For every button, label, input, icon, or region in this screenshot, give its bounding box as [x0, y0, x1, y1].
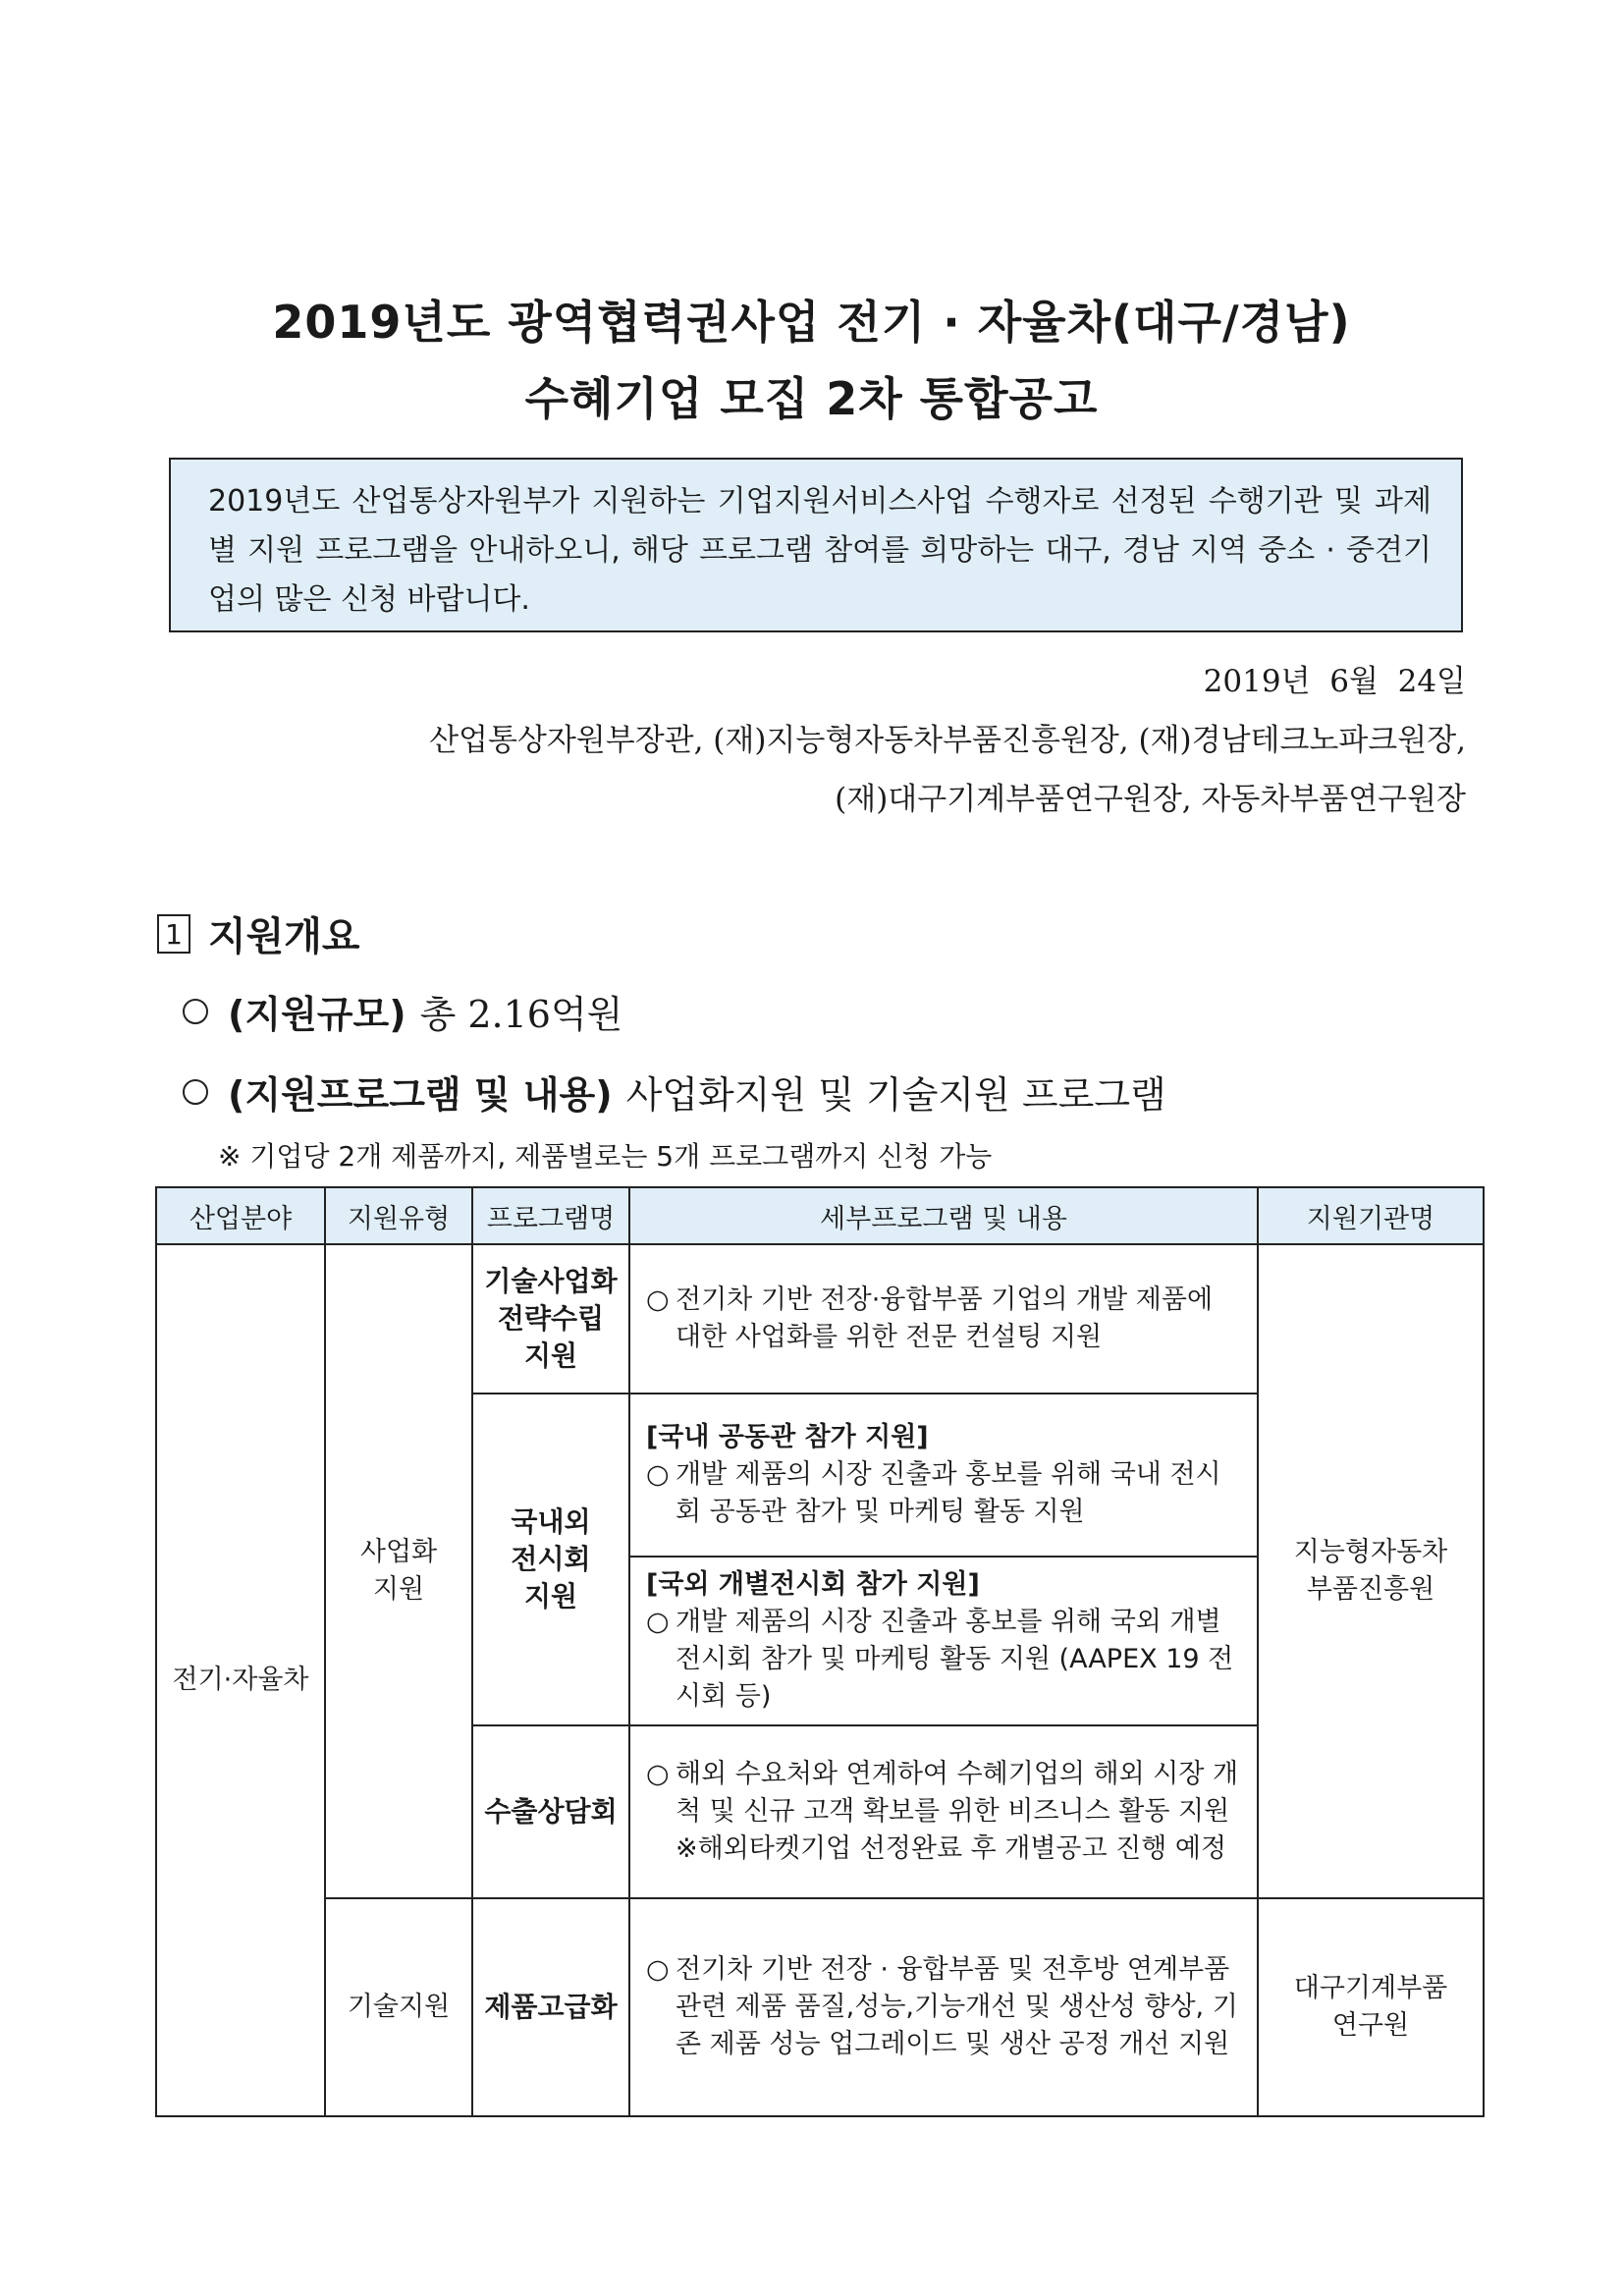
cell-program-upgrade: 제품고급화 [472, 1898, 629, 2116]
cell-detail-strategy [629, 1244, 1258, 1394]
circle-bullet-icon: ○ [646, 1759, 670, 1789]
detail-text: 해외 수요처와 연계하여 수혜기업의 해외 시장 개척 및 신규 고객 확보를 위한 비즈니스 활동 지원 [676, 1759, 1239, 1827]
circle-bullet-icon: ○ [646, 1285, 670, 1315]
list-item [646, 1756, 1243, 1831]
header-agency: 지원기관명 [1258, 1187, 1484, 1244]
cell-detail-upgrade [629, 1898, 1258, 2116]
header-type: 지원유형 [325, 1187, 472, 1244]
header-industry: 산업분야 [156, 1187, 325, 1244]
section-title: 지원개요 [208, 914, 360, 959]
detail-note: ※해외타켓기업 선정완료 후 개별공고 진행 예정 [676, 1833, 1227, 1864]
intro-text: 2019년도 산업통상자원부가 지원하는 기업지원서비스사업 수행자로 선정된 수행기관 및 과제별 지원 프로그램을 안내하오니, 해당 프로그램 참여를 희망하는 대구, 경남 지역 중소 · 중견기업의 많은 신청 바랍니다. [208, 484, 1432, 617]
cell-program-strategy: 기술사업화 전략수립 지원 [472, 1244, 629, 1394]
intro-box [169, 458, 1463, 632]
cell-detail-overseas [629, 1557, 1258, 1725]
list-item [646, 1951, 1243, 2063]
announcement-date: 2019년 6월 24일 [1203, 664, 1466, 699]
circle-bullet-icon [183, 999, 208, 1024]
table-row [156, 1244, 1484, 1394]
cell-agency-commercial: 지능형자동차 부품진흥원 [1258, 1244, 1484, 1898]
cell-detail-domestic [629, 1394, 1258, 1557]
cell-detail-export [629, 1725, 1258, 1898]
announcement-title-line1: 2019년도 광역협력권사업 전기 · 자율차(대구/경남) [272, 296, 1351, 349]
bullet-label: (지원규모) [228, 993, 406, 1036]
bullet-label: (지원프로그램 및 내용) [228, 1073, 613, 1117]
section-heading [157, 905, 360, 961]
detail-text: 개발 제품의 시장 진출과 홍보를 위해 국내 전시회 공동관 참가 및 마케팅 활동 지원 [676, 1459, 1221, 1527]
cell-type-commercial: 사업화 지원 [325, 1244, 472, 1898]
header-program: 프로그램명 [472, 1187, 629, 1244]
industry-label: 전기·자율차 [172, 1665, 309, 1695]
announcement-title-line2: 수혜기업 모집 2차 통합공고 [524, 372, 1099, 425]
list-item [646, 1282, 1243, 1356]
list-item [646, 1456, 1243, 1531]
circle-bullet-icon: ○ [646, 1459, 670, 1490]
detail-text: 개발 제품의 시장 진출과 홍보를 위해 국외 개별전시회 참가 및 마케팅 활동 지원 (AAPEX 19 전시회 등) [676, 1607, 1234, 1712]
cell-agency-tech: 대구기계부품 연구원 [1258, 1898, 1484, 2116]
section-number: 1 [157, 914, 190, 954]
circle-bullet-icon: ○ [646, 1954, 670, 1985]
detail-text: 전기차 기반 전장 · 융합부품 및 전후방 연계부품 관련 제품 품질,성능,기능개선 및 생산성 향상, 기존 제품 성능 업그레이드 및 생산 공정 개선 지원 [676, 1954, 1238, 2059]
bullet-support-program [183, 1065, 1166, 1119]
detail-text: 전기차 기반 전장·융합부품 기업의 개발 제품에 대한 사업화를 위한 전문 컨설팅 지원 [676, 1285, 1214, 1352]
cell-type-tech: 기술지원 [325, 1898, 472, 2116]
bullet-text: 사업화지원 및 기술지원 프로그램 [625, 1073, 1166, 1117]
table-row [156, 1898, 1484, 2116]
detail-heading: [국내 공동관 참가 지원] [646, 1422, 929, 1452]
circle-bullet-icon: ○ [646, 1607, 670, 1637]
cell-industry [156, 1244, 325, 2116]
bullet-support-scale [183, 984, 622, 1038]
table-header-row [156, 1187, 1484, 1244]
program-table [155, 1186, 1485, 2117]
issuer-line1: 산업통상자원부장관, (재)지능형자동차부품진흥원장, (재)경남테크노파크원장, [429, 723, 1466, 758]
header-detail: 세부프로그램 및 내용 [629, 1187, 1258, 1244]
issuer-line2: (재)대구기계부품연구원장, 자동차부품연구원장 [835, 782, 1466, 817]
circle-bullet-icon [183, 1079, 208, 1105]
cell-program-exhibit: 국내외 전시회 지원 [472, 1394, 629, 1725]
cell-program-export: 수출상담회 [472, 1725, 629, 1898]
application-note: ※ 기업당 2개 제품까지, 제품별로는 5개 프로그램까지 신청 가능 [218, 1140, 993, 1173]
list-item [646, 1604, 1243, 1716]
detail-heading: [국외 개별전시회 참가 지원] [646, 1569, 980, 1600]
bullet-text: 총 2.16억원 [419, 993, 623, 1036]
